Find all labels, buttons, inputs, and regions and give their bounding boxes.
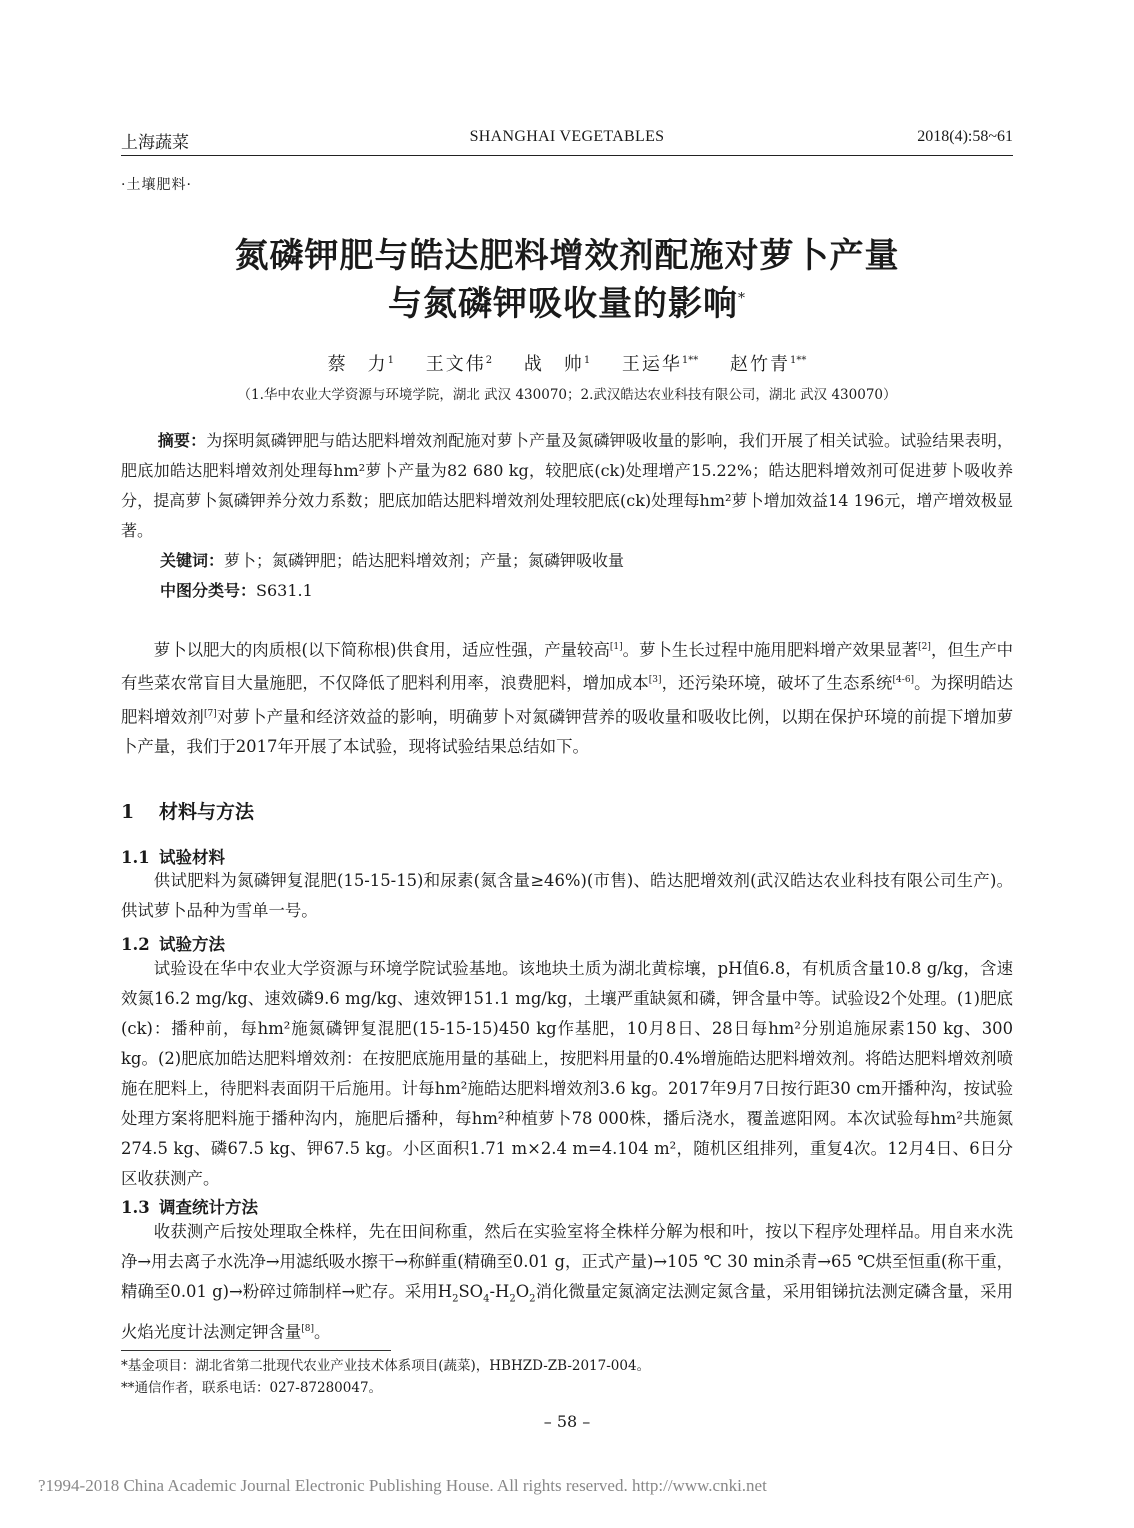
author: 战 帅$^1$ xyxy=(523,354,591,375)
section-heading-1-2: 1.2 试验方法 xyxy=(121,935,225,954)
issue-pages: 2018(4):58~61 xyxy=(917,128,1013,145)
author-list xyxy=(0,350,1134,376)
column-tag: ·土壤肥料· xyxy=(121,177,192,193)
paper-title-line2: 与氮磷钾吸收量的影响* xyxy=(388,284,746,324)
author: 赵竹青$^{1**}$ xyxy=(730,354,807,375)
abstract xyxy=(121,426,1013,546)
abstract-text: 为探明氮磷钾肥与皓达肥料增效剂配施对萝卜产量及氮磷钾吸收量的影响，我们开展了相关试验。试验结果表明，肥底加皓达肥料增效剂处理每hm²萝卜产量为82 680 kg，较肥底(ck)处理增产15.22%；皓达肥料增效剂可促进萝卜吸收养分，提高萝卜氮磷钾养分效力系数；肥底加皓达肥料增效剂处理较肥底(ck)处理每hm²萝卜增加效益14 196元，增产增效极显著。 xyxy=(121,431,1013,540)
footnote-contact: **通信作者，联系电话：027-87280047。 xyxy=(121,1380,383,1396)
section-heading-1-3: 1.3 调查统计方法 xyxy=(121,1198,258,1217)
author: 王运华$^{1**}$ xyxy=(621,354,699,375)
copyright-notice: ?1994-2018 China Academic Journal Electronic Publishing House. All rights reserved. http://www.cnki.net xyxy=(38,1476,767,1495)
keywords: 关键词：萝卜；氮磷钾肥；皓达肥料增效剂；产量；氮磷钾吸收量 xyxy=(160,551,625,570)
page-number: – 58 – xyxy=(543,1412,591,1431)
paper-title-line1: 氮磷钾肥与皓达肥料增效剂配施对萝卜产量 xyxy=(234,236,900,276)
section-heading-1-1: 1.1 试验材料 xyxy=(121,848,225,867)
intro-paragraph: 萝卜以肥大的肉质根(以下简称根)供食用，适应性强，产量较高[1]。萝卜生长过程中施用肥料增产效果显著[2]，但生产中有些菜农常盲目大量施肥，不仅降低了肥料利用率，浪费肥料，增加成本[3]，还污染环境，破坏了生态系统[4-6]。为探明皓达肥料增效剂[7]对萝卜产量和经济效益的影响，明确萝卜对氮磷钾营养的吸收量和吸收比例，以期在保护环境的前提下增加萝卜产量，我们于2017年开展了本试验，现将试验结果总结如下。 xyxy=(121,640,1014,757)
affiliations: （1.华中农业大学资源与环境学院，湖北 武汉 430070；2.武汉皓达农业科技有限公司，湖北 武汉 430070） xyxy=(237,387,897,403)
header-rule xyxy=(121,155,1013,156)
footnote-rule xyxy=(121,1350,391,1351)
footnote-funding: *基金项目：湖北省第二批现代农业产业技术体系项目(蔬菜)，HBHZD-ZB-2017-004。 xyxy=(121,1358,651,1374)
author: 王文伟$^2$ xyxy=(425,354,493,375)
section-1-2-text: 试验设在华中农业大学资源与环境学院试验基地。该地块土质为湖北黄棕壤，pH值6.8，有机质含量10.8 g/kg，含速效氮16.2 mg/kg、速效磷9.6 mg/kg、速效钾151.1 mg/kg，土壤严重缺氮和磷，钾含量中等。试验设2个处理。(1)肥底(ck)：播种前，每hm²施氮磷钾复混肥(15-15-15)450 kg作基肥，10月8日、28日每hm²分别追施尿素150 kg、300 kg。(2)肥底加皓达肥料增效剂：在按肥底施用量的基础上，按肥料用量的0.4%增施皓达肥料增效剂。将皓达肥料增效剂喷施在肥料上，待肥料表面阴干后施用。计每hm²施皓达肥料增效剂3.6 kg。2017年9月7日按行距30 cm开播种沟，按试验处理方案将肥料施于播种沟内，施肥后播种，每hm²种植萝卜78 000株，播后浇水，覆盖遮阳网。本次试验每hm²共施氮274.5 kg、磷67.5 kg、钾67.5 kg。小区面积1.71 m×2.4 m=4.104 m²，随机区组排列，重复4次。12月4日、6日分区收获测产。 xyxy=(121,959,1013,1188)
section-heading-1: 1 材料与方法 xyxy=(121,801,255,823)
title-footnote-mark: * xyxy=(738,290,746,307)
clc-number: 中图分类号：S631.1 xyxy=(160,581,313,600)
section-1-1-text: 供试肥料为氮磷钾复混肥(15-15-15)和尿素(氮含量≥46%)(市售)、皓达肥增效剂(武汉皓达农业科技有限公司生产)。供试萝卜品种为雪单一号。 xyxy=(121,871,1013,920)
journal-name-cn: 上海蔬菜 xyxy=(121,133,189,153)
section-1-3-text: 收获测产后按处理取全株样，先在田间称重，然后在实验室将全株样分解为根和叶，按以下程序处理样品。用自来水洗净→用去离子水洗净→用滤纸吸水擦干→称鲜重(精确至0.01 g，正式产量)→105 ℃ 30 min杀青→65 ℃烘至恒重(称干重，精确至0.01 g)→粉碎过筛制样→贮存。采用$H_2SO_4-H_2O_2$消化微量定氮滴定法测定氮含量，采用钼锑抗法测定磷含量，采用火焰光度计法测定钾含量[8]。 xyxy=(121,1222,1013,1342)
author: 蔡 力$^1$ xyxy=(327,354,394,375)
abstract-label: 摘要： xyxy=(157,431,207,450)
journal-name-en: SHANGHAI VEGETABLES xyxy=(469,128,665,145)
